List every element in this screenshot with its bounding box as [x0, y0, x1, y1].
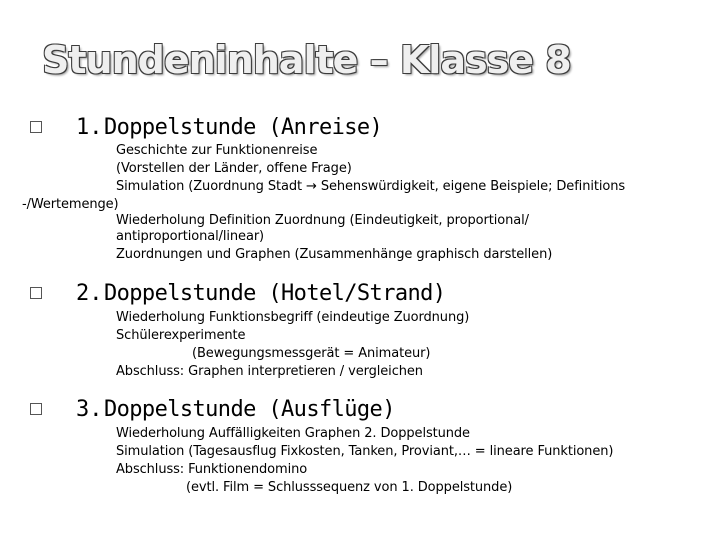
section-1-line-6: antiproportional/linear) — [116, 229, 265, 244]
section-2-line-1: Wiederholung Funktionsbegriff (eindeutige Zuordnung) — [116, 310, 470, 325]
section-2-title: Doppelstunde (Hotel/Strand) — [104, 281, 446, 306]
checkbox-bullet-icon — [30, 403, 42, 415]
section-2-line-2: Schülerexperimente — [116, 328, 246, 343]
section-1-line-2: (Vorstellen der Länder, offene Frage) — [116, 161, 352, 176]
section-2-line-3: (Bewegungsmessgerät = Animateur) — [192, 346, 431, 361]
section-1-line-4: -/Wertemenge) — [22, 197, 119, 212]
section-1-title: Doppelstunde (Anreise) — [104, 115, 383, 140]
section-3-line-2: Simulation (Tagesausflug Fixkosten, Tanken, Proviant,… = lineare Funktionen) — [116, 444, 614, 459]
section-2-number: 2. — [76, 281, 103, 306]
section-1-line-3: Simulation (Zuordnung Stadt → Sehenswürdigkeit, eigene Beispiele; Definitions — [116, 179, 626, 194]
section-2-line-4: Abschluss: Graphen interpretieren / vergleichen — [116, 364, 423, 379]
section-1-line-5: Wiederholung Definition Zuordnung (Eindeutigkeit, proportional/ — [116, 213, 529, 228]
section-1-line-7: Zuordnungen und Graphen (Zusammenhänge graphisch darstellen) — [116, 247, 553, 262]
slide-title: Stundeninhalte – Klasse 8 — [42, 38, 571, 82]
section-1-number: 1. — [76, 115, 103, 140]
section-3-line-4: (evtl. Film = Schlusssequenz von 1. Doppelstunde) — [186, 480, 513, 495]
section-3-line-1: Wiederholung Auffälligkeiten Graphen 2. Doppelstunde — [116, 426, 470, 441]
checkbox-bullet-icon — [30, 287, 42, 299]
section-3-number: 3. — [76, 397, 103, 422]
section-3-title: Doppelstunde (Ausflüge) — [104, 397, 395, 422]
checkbox-bullet-icon — [30, 121, 42, 133]
section-1-line-1: Geschichte zur Funktionenreise — [116, 143, 318, 158]
section-3-line-3: Abschluss: Funktionendomino — [116, 462, 308, 477]
